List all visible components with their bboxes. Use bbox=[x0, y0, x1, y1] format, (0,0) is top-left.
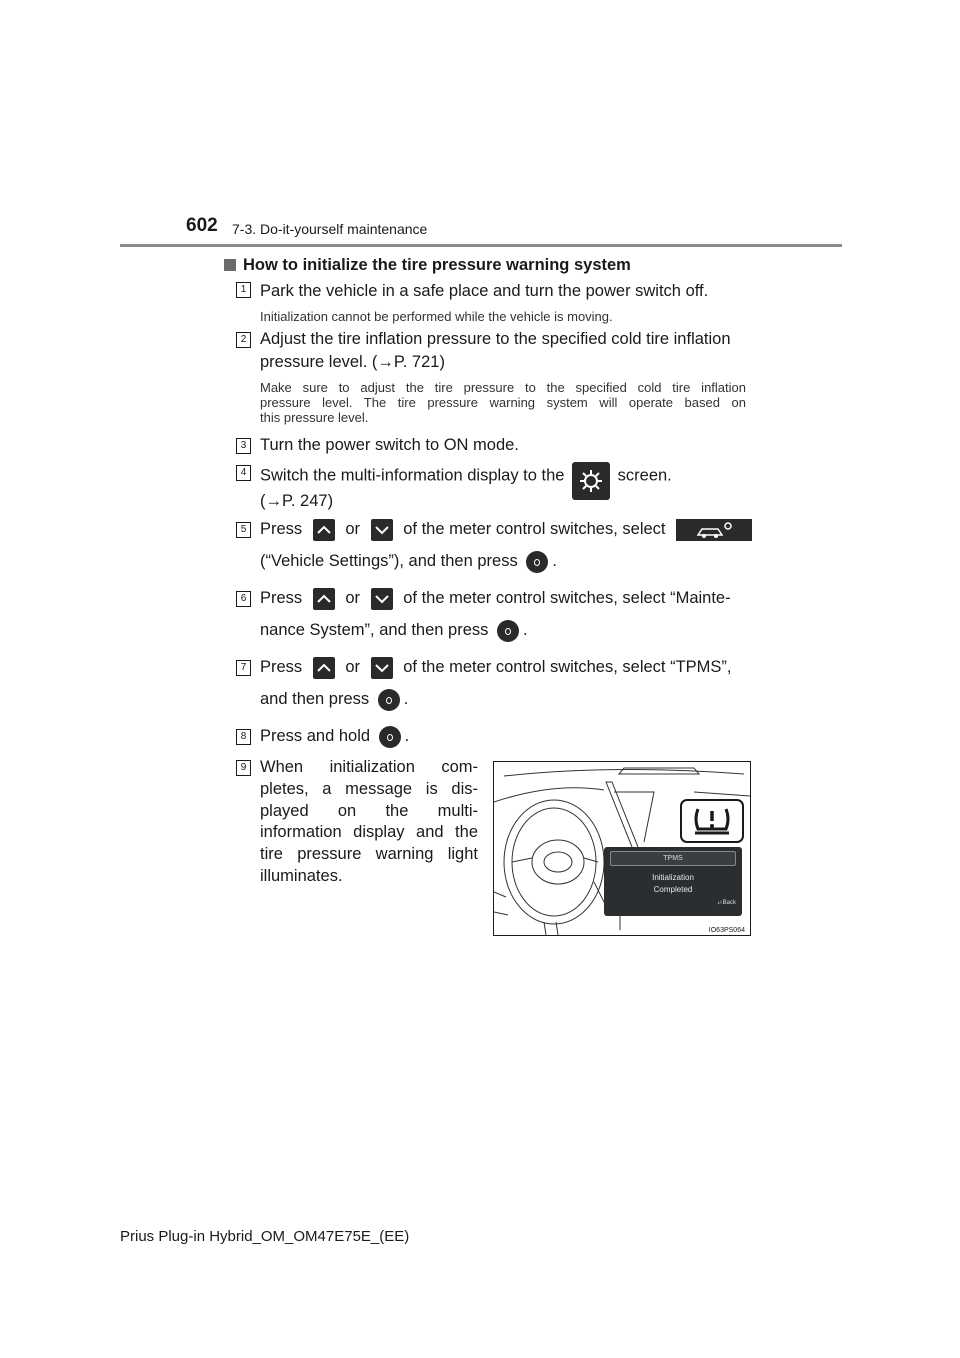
footer-document-id: Prius Plug-in Hybrid_OM_OM47E75E_(EE) bbox=[120, 1228, 410, 1245]
section-title: 7-3. Do-it-yourself maintenance bbox=[232, 221, 428, 237]
down-arrow-key-icon bbox=[371, 657, 393, 679]
step-8-label: Press and hold bbox=[260, 727, 371, 745]
step-number-2: 2 bbox=[236, 332, 251, 348]
up-arrow-glyph bbox=[313, 519, 335, 541]
back-icon: ⤶: bbox=[717, 900, 723, 906]
step-4-text-b: screen. bbox=[617, 466, 672, 485]
step-8-text bbox=[260, 725, 744, 748]
display-tab-tpms: TPMS bbox=[610, 851, 736, 866]
step-2-note-line-1: Make sure to adjust the tire pressure to the specified cold tire inflation bbox=[260, 380, 746, 395]
step-5-press: Press bbox=[260, 520, 303, 538]
tire-pressure-warning-icon bbox=[680, 799, 744, 843]
down-arrow-key-icon bbox=[371, 588, 393, 610]
step-1-note: Initialization cannot be performed while the vehicle is moving. bbox=[260, 309, 613, 324]
step-5-line-1 bbox=[260, 518, 746, 541]
up-arrow-key-icon bbox=[313, 519, 335, 541]
step-4-text-a: Switch the multi-information display to the bbox=[260, 466, 565, 485]
up-arrow-key-icon bbox=[313, 657, 335, 679]
step-number-9: 9 bbox=[236, 760, 251, 776]
down-arrow-glyph bbox=[371, 657, 393, 679]
step-4-text-c: (→P. 247) bbox=[260, 492, 334, 510]
step-9-line: illuminates. bbox=[260, 866, 343, 885]
step-5-text-a: of the meter control switches, select bbox=[403, 520, 666, 538]
step-number-8: 8 bbox=[236, 729, 251, 745]
step-number-5: 5 bbox=[236, 522, 251, 538]
step-number-6: 6 bbox=[236, 591, 251, 607]
step-9-line: pletes, a message is dis- bbox=[260, 779, 478, 798]
step-7-line-1 bbox=[260, 656, 746, 679]
step-6-or: or bbox=[345, 589, 361, 607]
step-5-line-2 bbox=[260, 550, 744, 573]
display-back bbox=[718, 900, 736, 907]
step-2-line-1: Adjust the tire inflation pressure to the specified cold tire inflation bbox=[260, 330, 731, 348]
step-9-line: played on the multi- bbox=[260, 801, 478, 820]
down-arrow-key-icon bbox=[371, 519, 393, 541]
tpms-glyph bbox=[682, 801, 742, 841]
procedure-heading bbox=[224, 256, 631, 275]
step-number-1: 1 bbox=[236, 282, 251, 298]
step-6-text-b: nance System”, and then press bbox=[260, 621, 489, 639]
step-number-7: 7 bbox=[236, 660, 251, 676]
heading-text: How to initialize the tire pressure warning system bbox=[243, 256, 631, 274]
step-7-line-2 bbox=[260, 688, 744, 711]
settings-icon-glyph bbox=[572, 462, 610, 500]
ok-button-icon bbox=[526, 551, 548, 573]
step-5-or: or bbox=[345, 520, 361, 538]
step-2-note-line-3: this pressure level. bbox=[260, 410, 369, 425]
step-7-press: Press bbox=[260, 658, 303, 676]
ok-button-icon bbox=[497, 620, 519, 642]
step-2-note-line-2: pressure level. The tire pressure warning system will operate based on bbox=[260, 395, 746, 410]
step-6-press: Press bbox=[260, 589, 303, 607]
multi-information-display bbox=[604, 847, 742, 916]
ok-button-icon bbox=[379, 726, 401, 748]
vehicle-settings-glyph bbox=[676, 519, 752, 541]
step-7-end: . bbox=[403, 690, 409, 708]
step-7-text-b: and then press bbox=[260, 690, 370, 708]
step-7-text-a: of the meter control switches, select “TPMS”, bbox=[403, 658, 732, 676]
dashboard-illustration bbox=[493, 761, 751, 936]
display-message-line-1: Initialization bbox=[652, 873, 694, 882]
step-6-text-a: of the meter control switches, select “Mainte- bbox=[403, 589, 731, 607]
display-message-line-2: Completed bbox=[653, 885, 693, 894]
step-7-or: or bbox=[345, 658, 361, 676]
step-5-text-b: (“Vehicle Settings”), and then press bbox=[260, 552, 518, 570]
header-rule bbox=[120, 244, 842, 247]
down-arrow-glyph bbox=[371, 519, 393, 541]
step-6-line-2 bbox=[260, 619, 744, 642]
step-6-end: . bbox=[522, 621, 528, 639]
step-2-line-2: pressure level. (→P. 721) bbox=[260, 353, 445, 371]
up-arrow-glyph bbox=[313, 657, 335, 679]
steering-wheel-icon bbox=[504, 800, 604, 924]
up-arrow-glyph bbox=[313, 588, 335, 610]
step-2-text bbox=[260, 328, 744, 374]
step-9-line: tire pressure warning light bbox=[260, 845, 478, 864]
step-number-3: 3 bbox=[236, 438, 251, 454]
step-4-text bbox=[260, 462, 744, 513]
settings-icon bbox=[572, 462, 610, 500]
step-number-4: 4 bbox=[236, 465, 251, 481]
step-8-end: . bbox=[404, 727, 410, 745]
step-9-line: information display and the bbox=[260, 823, 478, 842]
ok-button-icon bbox=[378, 689, 400, 711]
step-3-text: Turn the power switch to ON mode. bbox=[260, 436, 519, 454]
vehicle-settings-icon bbox=[676, 519, 752, 541]
up-arrow-key-icon bbox=[313, 588, 335, 610]
step-9-line: When initialization com- bbox=[260, 758, 478, 776]
step-6-line-1 bbox=[260, 587, 746, 610]
heading-square-icon bbox=[224, 259, 236, 271]
step-9-text bbox=[260, 757, 478, 888]
display-back-label: Back bbox=[722, 900, 736, 906]
step-5-end: . bbox=[552, 552, 557, 570]
down-arrow-glyph bbox=[371, 588, 393, 610]
page-number: 602 bbox=[186, 215, 218, 236]
step-2-note bbox=[260, 380, 746, 425]
figure-code: IO63PS064 bbox=[708, 927, 745, 934]
step-1-text: Park the vehicle in a safe place and turn the power switch off. bbox=[260, 282, 709, 300]
